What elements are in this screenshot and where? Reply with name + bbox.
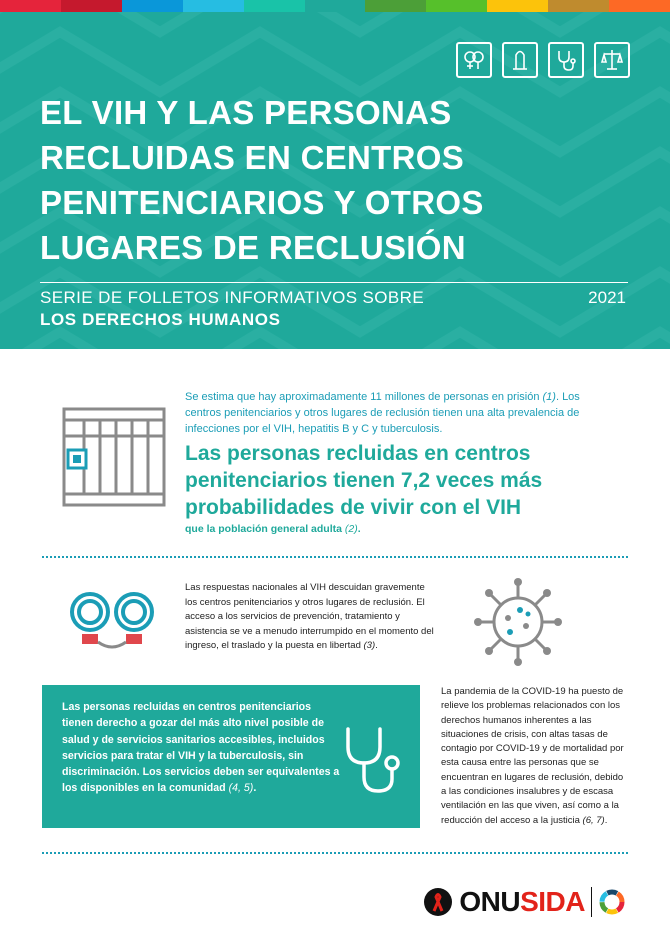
logo-part-onu: ONU xyxy=(459,886,521,917)
prison-response-paragraph xyxy=(185,581,435,654)
gender-icon xyxy=(456,42,492,78)
citation: (1) xyxy=(542,391,556,403)
citation: (2) xyxy=(344,523,358,535)
period: . xyxy=(604,814,608,826)
virus-icon xyxy=(470,574,566,670)
handcuffs-icon xyxy=(68,582,160,654)
rights-callout-box xyxy=(42,685,420,828)
page-title xyxy=(40,90,600,270)
logo-wordmark xyxy=(459,886,585,918)
paragraph-text: Las respuestas nacionales al VIH descuidan gravemente los centros penitenciarios y otros lugares de reclusión. El acceso a los servicios de prevención, tratamiento y asistencia se ve a menudo interrumpido en el momento del ingreso, el traslado y la puesta en libertad xyxy=(185,582,434,651)
year-label: 2021 xyxy=(588,288,626,307)
title-line: EL VIH Y LAS PERSONAS xyxy=(40,94,452,131)
series-label-bold: LOS DERECHOS HUMANOS xyxy=(40,310,281,329)
covid-paragraph xyxy=(441,685,626,828)
scales-icon xyxy=(594,42,630,78)
dotted-divider xyxy=(42,556,628,558)
title-line: LUGARES DE RECLUSIÓN xyxy=(40,229,466,266)
period: . xyxy=(253,782,257,795)
stethoscope-icon xyxy=(548,42,584,78)
header-divider xyxy=(40,282,628,283)
stethoscope-icon xyxy=(340,725,406,797)
red-ribbon-icon xyxy=(423,887,453,917)
logo-separator xyxy=(591,887,592,917)
highlight-subtext-main: que la población general adulta xyxy=(185,523,345,535)
header-banner xyxy=(0,12,670,349)
prison-cell-icon xyxy=(62,406,166,510)
highlight-subtext xyxy=(185,523,361,535)
highlight-statistic: Las personas recluidas en centros penitenciarios tienen 7,2 veces más probabilidades de vivir con el VIH xyxy=(185,442,543,519)
callout-main-text: Las personas recluidas en centros penitenciarios tienen derecho a gozar del más alto nivel posible de salud y de servicios sanitarios accesibles, incluidos servicios para tratar el VIH y la tuberculosis, sin discriminación. Los servicios deben ser equivalentes a los disponibles en la comunidad xyxy=(62,701,340,795)
citation: (3) xyxy=(363,640,376,651)
callout-text xyxy=(62,699,342,797)
sdg-color-bar xyxy=(0,0,670,12)
citation: (4, 5) xyxy=(228,782,254,795)
condom-icon xyxy=(502,42,538,78)
series-label: SERIE DE FOLLETOS INFORMATIVOS SOBRE xyxy=(40,288,425,307)
sdg-wheel-icon xyxy=(598,888,626,916)
title-line: RECLUIDAS EN CENTROS xyxy=(40,139,465,176)
paragraph-text: La pandemia de la COVID-19 ha puesto de relieve los problemas relacionados con los derechos humanos inherentes a las situaciones de crisis, con altas tasas de contagio por COVID-19 y de mortalidad por esta causa entre las personas que se encuentran en lugares de reclusión, debido a las condiciones insalubres y de escasa ventilación en las que viven, así como a la reducción del acceso a la justicia xyxy=(441,686,624,826)
title-line: PENITENCIARIOS Y OTROS xyxy=(40,184,484,221)
citation: (6, 7) xyxy=(582,814,605,826)
intro-paragraph xyxy=(185,389,605,437)
intro-text: Se estima que hay aproximadamente 11 millones de personas en prisión xyxy=(185,391,543,403)
period: . xyxy=(357,523,361,535)
logo-part-sida: SIDA xyxy=(520,886,585,917)
dotted-divider xyxy=(42,852,628,854)
intro-text: . Los centros penitenciarios y otros lugares de reclusión tienen una alta prevalencia de infecciones por el VIH, hepatitis B y C y tuberculosis. xyxy=(185,391,580,435)
onusida-logo xyxy=(423,886,626,918)
topic-icons xyxy=(456,42,630,78)
period: . xyxy=(375,640,378,651)
